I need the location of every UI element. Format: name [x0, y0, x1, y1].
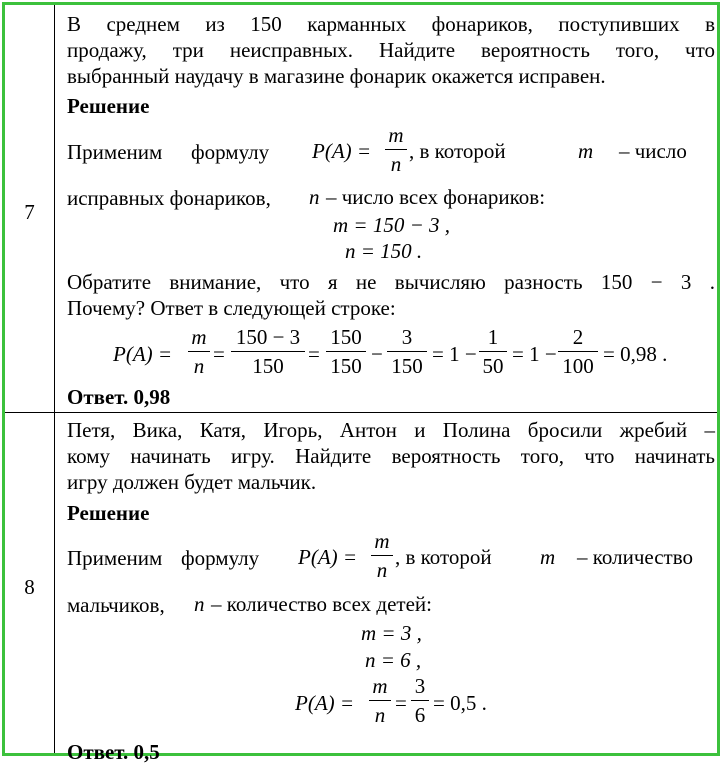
final-fraction: [326, 325, 366, 378]
numerator: m: [372, 674, 388, 698]
final-fraction: [411, 674, 429, 727]
final-fraction: [387, 325, 427, 378]
apply-word: Применим: [67, 140, 163, 164]
operator: −: [371, 342, 383, 366]
condition-line: выбранный наудачу в магазине фонарик окажется исправен.: [67, 64, 606, 88]
text-line: исправных фонариков,: [67, 186, 271, 210]
fraction-bar: [558, 351, 598, 352]
final-fraction: [369, 674, 391, 727]
answer: Ответ. 0,98: [67, 385, 171, 409]
condition-line: продажу, три неисправных. Найдите вероятность того, что: [67, 38, 715, 62]
equation-m: m = 3 ,: [361, 621, 422, 645]
numerator: 150 − 3: [235, 325, 301, 349]
denominator: n: [193, 354, 205, 378]
formula-lhs: P(A) =: [312, 139, 372, 163]
numerator: 3: [401, 325, 413, 349]
fraction-bar: [231, 351, 305, 352]
fraction-bar: [371, 555, 393, 556]
fraction-bar: [369, 700, 391, 701]
fraction-bar: [479, 351, 507, 352]
row-divider: [5, 412, 717, 413]
solution-title: Решение: [67, 501, 150, 525]
formula-fraction: [385, 123, 407, 176]
apply-word: формулу: [181, 546, 260, 570]
final-lhs: P(A) =: [113, 342, 173, 366]
var-n: n: [309, 185, 320, 209]
dash-text: – число: [619, 139, 687, 163]
note-line: Почему? Ответ в следующей строке:: [67, 296, 396, 320]
denominator: 150: [330, 354, 362, 378]
final-fraction: [558, 325, 598, 378]
numerator: m: [374, 529, 390, 553]
in-which-text: , в которой: [395, 545, 492, 569]
in-which-text: , в которой: [409, 139, 506, 163]
equation-n: n = 6 ,: [365, 648, 422, 672]
denominator: n: [376, 558, 388, 582]
operator: =: [308, 342, 320, 366]
denominator: 150: [252, 354, 284, 378]
denominator: n: [374, 703, 386, 727]
numerator: m: [388, 123, 404, 147]
numerator: 150: [330, 325, 362, 349]
answer: Ответ. 0,5: [67, 740, 160, 764]
denominator: 150: [391, 354, 423, 378]
condition-line: кому начинать игру. Найдите вероятность того, что начинать: [67, 444, 715, 468]
denominator: 6: [414, 703, 426, 727]
numerator: 1: [487, 325, 499, 349]
note-line: Обратите внимание, что я не вычисляю разность 150 − 3 .: [67, 270, 715, 294]
text-line: – количество всех детей:: [211, 592, 432, 616]
condition-line: В среднем из 150 карманных фонариков, поступивших в: [67, 12, 715, 36]
equation-m: m = 150 − 3 ,: [333, 213, 451, 237]
fraction-bar: [411, 700, 429, 701]
operator: =: [395, 691, 407, 715]
final-fraction: [231, 325, 305, 378]
apply-word: формулу: [191, 140, 270, 164]
var-m: m: [578, 139, 594, 163]
operator: = 1 −: [512, 342, 557, 366]
solution-title: Решение: [67, 94, 150, 118]
denominator: 100: [562, 354, 594, 378]
fraction-bar: [387, 351, 427, 352]
var-m: m: [540, 545, 556, 569]
apply-word: Применим: [67, 546, 163, 570]
final-fraction: [479, 325, 507, 378]
var-n: n: [194, 592, 205, 616]
fraction-bar: [188, 351, 210, 352]
denominator: 50: [482, 354, 504, 378]
operator: =: [213, 342, 225, 366]
table-frame: [2, 2, 720, 764]
fraction-bar: [326, 351, 366, 352]
final-lhs: P(A) =: [295, 691, 355, 715]
numerator: 3: [414, 674, 426, 698]
operator: = 1 −: [432, 342, 477, 366]
text-line: мальчиков,: [67, 593, 165, 617]
condition-line: Петя, Вика, Катя, Игорь, Антон и Полина бросили жребий –: [67, 418, 715, 442]
operator: = 0,98 .: [603, 342, 668, 366]
equation-n: n = 150 .: [345, 239, 423, 263]
column-divider: [54, 5, 55, 753]
problem-number: 7: [24, 200, 35, 224]
fraction-bar: [385, 149, 407, 150]
numerator: 2: [572, 325, 584, 349]
denominator: n: [390, 152, 402, 176]
formula-fraction: [371, 529, 393, 582]
final-fraction: [188, 325, 210, 378]
dash-text: – количество: [577, 545, 694, 569]
text-line: – число всех фонариков:: [326, 185, 546, 209]
problem-number: 8: [24, 575, 35, 599]
operator: = 0,5 .: [433, 691, 487, 715]
condition-line: игру должен будет мальчик.: [67, 470, 317, 494]
formula-lhs: P(A) =: [298, 545, 358, 569]
numerator: m: [191, 325, 207, 349]
